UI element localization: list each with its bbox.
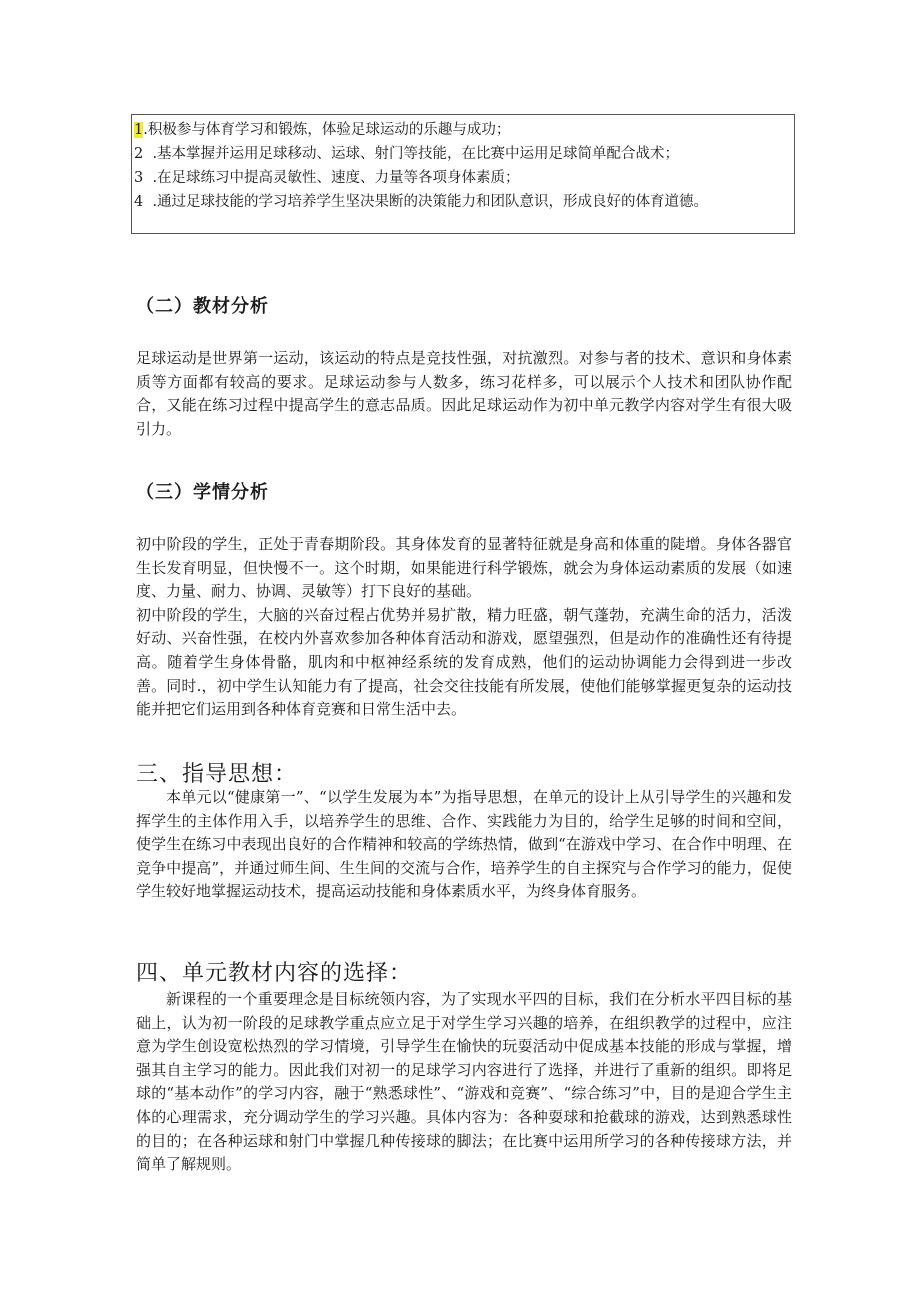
heading-content: 四、单元教材内容的选择： [136,961,413,986]
goal-text: .通过足球技能的学习培养学生坚决果断的决策能力和团队意识，形成良好的体育道德。 [143,194,709,210]
goal-item [134,166,792,190]
students-paragraphs [136,533,792,722]
goal-number: 4 [134,194,144,210]
goal-text: .基本掌握并运用足球移动、运球、射门等技能，在比赛中运用足球简单配合战术； [143,146,680,162]
students-text-1: 初中阶段的学生，正处于青春期阶段。其身体发育的显著特征就是身高和体重的陡增。身体各器官生长发育明显，但快慢不一。这个时期，如果能进行科学锻炼，就会为身体运动素质的发展（如速度、力量、耐力、协调、灵敏等）打下良好的基础。 [136,535,792,601]
materials-paragraph [136,347,792,441]
goal-text: .积极参与体育学习和锻炼，体验足球运动的乐趣与成功； [143,122,511,138]
goal-text: .在足球练习中提高灵敏性、速度、力量等各项身体素质； [143,170,520,186]
goals-box [131,114,795,234]
guidance-text: 本单元以“健康第一”、“以学生发展为本”为指导思想，在单元的设计上从引导学生的兴趣和发挥学生的主体作用入手，以培养学生的思维、合作、实践能力为目的，给学生足够的时间和空间，使学生在练习中表现出良好的合作精神和较高的学练热情，做到“在游戏中学习、在合作中明理、在竞争中提高”，并通过师生间、生生间的交流与合作，培养学生的自主探究与合作学习的能力，促使学生较好地掌握运动技术，提高运动技能和身体素质水平，为终身体育服务。 [136,788,792,901]
heading-materials: （二）教材分析 [136,296,269,317]
content-paragraph [136,988,792,1177]
goal-number: 3 [134,170,144,186]
materials-text: 足球运动是世界第一运动，该运动的特点是竞技性强，对抗激烈。对参与者的技术、意识和身体素质等方面都有较高的要求。足球运动参与人数多，练习花样多，可以展示个人技术和团队协作配合，又能在练习过程中提高学生的意志品质。因此足球运动作为初中单元教学内容对学生有很大吸引力。 [136,349,792,438]
guidance-paragraph [136,786,792,904]
goal-number-highlight: 1 [134,122,144,138]
heading-guidance: 三、指导思想： [136,762,298,787]
goal-number: 2 [134,146,144,162]
students-text-2: 初中阶段的学生，大脑的兴奋过程占优势并易扩散，精力旺盛，朝气蓬勃，充满生命的活力，活泼好动、兴奋性强，在校内外喜欢参加各种体育活动和游戏，愿望强烈，但是动作的准确性还有待提高。随着学生身体骨骼，肌肉和中枢神经系统的发育成熟，他们的运动协调能力会得到进一步改善。同时.，初中学生认知能力有了提高，社会交往技能有所发展，使他们能够掌握更复杂的运动技能并把它们运用到各种体育竞赛和日常生活中去。 [136,605,792,719]
goal-item [134,190,784,214]
goal-item [134,142,792,166]
content-text: 新课程的一个重要理念是目标统领内容，为了实现水平四的目标，我们在分析水平四目标的基础上，认为初一阶段的足球教学重点应立足于对学生学习兴趣的培养，在组织教学的过程中，应注意为学生创设宽松热烈的学习情境，引导学生在愉快的玩耍活动中促成基本技能的形成与掌握，增强其自主学习的能力。因此我们对初一的足球学习内容进行了选择，并进行了重新的组织。即将足球的“基本动作”的学习内容，融于“熟悉球性”、“游戏和竞赛”、“综合练习”中，目的是迎合学生主体的心理需求，充分调动学生的学习兴趣。具体内容为：各种耍球和抢截球的游戏，达到熟悉球性的目的；在各种运球和射门中掌握几种传接球的脚法；在比赛中运用所学习的各种传接球方法，并简单了解规则。 [136,990,792,1174]
goal-item [134,118,792,142]
heading-students: （三）学情分析 [136,482,269,503]
